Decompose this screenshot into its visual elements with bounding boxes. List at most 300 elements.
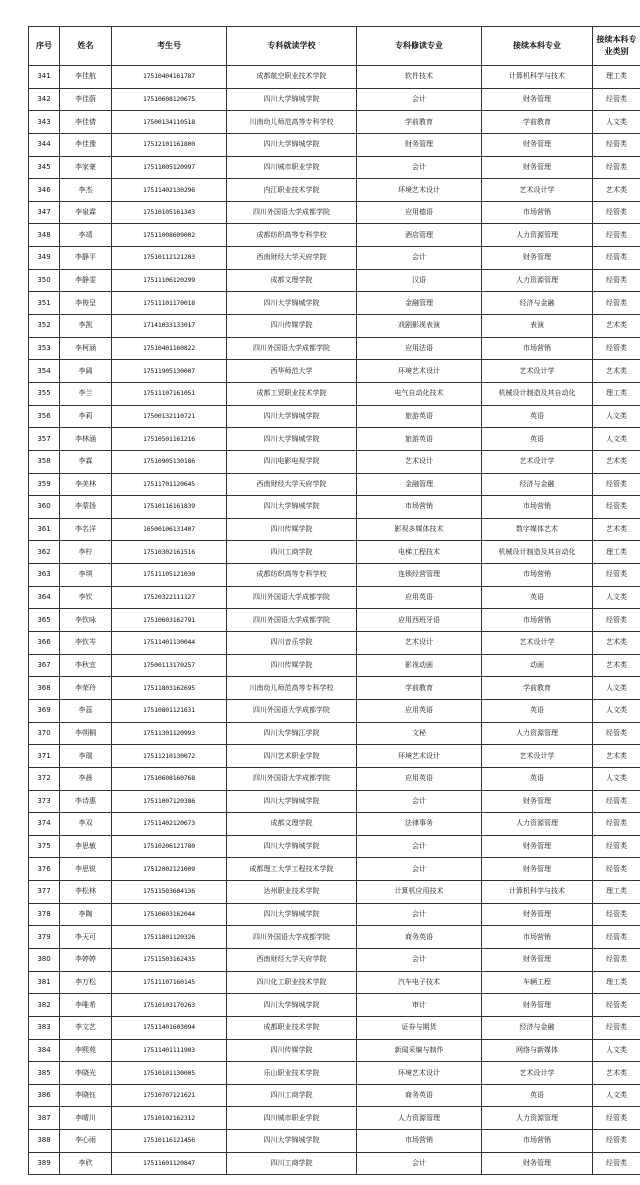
cell-name: 李荣玲 bbox=[60, 677, 112, 700]
table-row bbox=[29, 767, 640, 790]
cell-category: 理工类 bbox=[593, 66, 640, 89]
cell-college: 四川大学锦城学院 bbox=[227, 292, 357, 315]
cell-college: 成都文理学院 bbox=[227, 269, 357, 292]
cell-college: 川南幼儿师范高等专科学校 bbox=[227, 677, 357, 700]
cell-college-major: 金融管理 bbox=[357, 473, 482, 496]
table-row bbox=[29, 496, 640, 519]
cell-name: 李钦咏 bbox=[60, 609, 112, 632]
cell-seq: 378 bbox=[29, 903, 60, 926]
cell-name: 李心雨 bbox=[60, 1130, 112, 1153]
cell-name: 李家豪 bbox=[60, 156, 112, 179]
cell-seq: 364 bbox=[29, 586, 60, 609]
cell-seq: 354 bbox=[29, 360, 60, 383]
cell-seq: 359 bbox=[29, 473, 60, 496]
cell-undergrad-major: 英语 bbox=[482, 1084, 593, 1107]
cell-undergrad-major: 网络与新媒体 bbox=[482, 1039, 593, 1062]
cell-undergrad-major: 艺术设计学 bbox=[482, 632, 593, 655]
cell-seq: 344 bbox=[29, 133, 60, 156]
cell-college-major: 应用西班牙语 bbox=[357, 609, 482, 632]
cell-category: 经管类 bbox=[593, 496, 640, 519]
cell-category: 理工类 bbox=[593, 382, 640, 405]
table-row bbox=[29, 518, 640, 541]
table-row bbox=[29, 835, 640, 858]
header-name: 姓名 bbox=[60, 27, 112, 66]
table-row bbox=[29, 360, 640, 383]
cell-undergrad-major: 艺术设计学 bbox=[482, 450, 593, 473]
cell-college-major: 会计 bbox=[357, 948, 482, 971]
cell-college: 四川外国语大学成都学院 bbox=[227, 926, 357, 949]
cell-category: 经管类 bbox=[593, 269, 640, 292]
cell-category: 人文类 bbox=[593, 699, 640, 722]
cell-college-major: 应用英语 bbox=[357, 586, 482, 609]
table-row bbox=[29, 473, 640, 496]
cell-seq: 377 bbox=[29, 881, 60, 904]
cell-name: 李凯 bbox=[60, 315, 112, 338]
cell-college-major: 法律事务 bbox=[357, 813, 482, 836]
cell-name: 李霖 bbox=[60, 450, 112, 473]
cell-exam-no: 17510905130186 bbox=[112, 450, 227, 473]
cell-category: 经管类 bbox=[593, 88, 640, 111]
cell-name: 李兰 bbox=[60, 382, 112, 405]
cell-seq: 384 bbox=[29, 1039, 60, 1062]
cell-undergrad-major: 人力资源管理 bbox=[482, 722, 593, 745]
cell-name: 李俊呈 bbox=[60, 292, 112, 315]
cell-college: 四川工商学院 bbox=[227, 541, 357, 564]
cell-seq: 362 bbox=[29, 541, 60, 564]
cell-college-major: 应用英语 bbox=[357, 767, 482, 790]
cell-exam-no: 17510206121780 bbox=[112, 835, 227, 858]
cell-college-major: 学前教育 bbox=[357, 677, 482, 700]
cell-category: 经管类 bbox=[593, 564, 640, 587]
cell-category: 艺术类 bbox=[593, 179, 640, 202]
cell-undergrad-major: 英语 bbox=[482, 405, 593, 428]
cell-seq: 342 bbox=[29, 88, 60, 111]
cell-seq: 358 bbox=[29, 450, 60, 473]
cell-undergrad-major: 艺术设计学 bbox=[482, 1062, 593, 1085]
cell-seq: 385 bbox=[29, 1062, 60, 1085]
cell-exam-no: 17510102162312 bbox=[112, 1107, 227, 1130]
cell-college: 四川大学锦城学院 bbox=[227, 496, 357, 519]
cell-exam-no: 17511401130044 bbox=[112, 632, 227, 655]
cell-exam-no: 17510105161343 bbox=[112, 201, 227, 224]
cell-undergrad-major: 市场营销 bbox=[482, 564, 593, 587]
table-row bbox=[29, 677, 640, 700]
cell-college: 川南幼儿师范高等专科学校 bbox=[227, 111, 357, 134]
cell-category: 经管类 bbox=[593, 1130, 640, 1153]
cell-exam-no: 17500113170257 bbox=[112, 654, 227, 677]
cell-exam-no: 17510116161839 bbox=[112, 496, 227, 519]
cell-college-major: 电梯工程技术 bbox=[357, 541, 482, 564]
cell-college-major: 商务英语 bbox=[357, 926, 482, 949]
cell-exam-no: 17511107160145 bbox=[112, 971, 227, 994]
cell-name: 李文艺 bbox=[60, 1016, 112, 1039]
cell-college: 四川大学锦城学院 bbox=[227, 133, 357, 156]
cell-college-major: 戏剧影视表演 bbox=[357, 315, 482, 338]
cell-college: 四川大学锦城学院 bbox=[227, 1130, 357, 1153]
cell-seq: 360 bbox=[29, 496, 60, 519]
cell-name: 李晓光 bbox=[60, 1062, 112, 1085]
table-row bbox=[29, 994, 640, 1017]
cell-exam-no: 17510801121631 bbox=[112, 699, 227, 722]
cell-seq: 375 bbox=[29, 835, 60, 858]
table-row bbox=[29, 450, 640, 473]
cell-exam-no: 17511107161051 bbox=[112, 382, 227, 405]
cell-exam-no: 17141033133017 bbox=[112, 315, 227, 338]
table-row bbox=[29, 156, 640, 179]
table-row bbox=[29, 699, 640, 722]
cell-undergrad-major: 英语 bbox=[482, 428, 593, 451]
cell-college-major: 影视动画 bbox=[357, 654, 482, 677]
cell-college: 西南财经大学天府学院 bbox=[227, 948, 357, 971]
cell-name: 李朔桐 bbox=[60, 722, 112, 745]
cell-college: 四川传媒学院 bbox=[227, 654, 357, 677]
cell-seq: 365 bbox=[29, 609, 60, 632]
cell-name: 李晨 bbox=[60, 767, 112, 790]
cell-college-major: 应用德语 bbox=[357, 201, 482, 224]
cell-undergrad-major: 财务管理 bbox=[482, 133, 593, 156]
table-row bbox=[29, 201, 640, 224]
cell-seq: 387 bbox=[29, 1107, 60, 1130]
cell-undergrad-major: 计算机科学与技术 bbox=[482, 881, 593, 904]
cell-name: 李莉 bbox=[60, 405, 112, 428]
cell-category: 经管类 bbox=[593, 926, 640, 949]
cell-category: 艺术类 bbox=[593, 745, 640, 768]
cell-seq: 376 bbox=[29, 858, 60, 881]
cell-name: 李婷婷 bbox=[60, 948, 112, 971]
cell-name: 李瑞 bbox=[60, 745, 112, 768]
cell-seq: 379 bbox=[29, 926, 60, 949]
cell-seq: 347 bbox=[29, 201, 60, 224]
cell-name: 李思锐 bbox=[60, 858, 112, 881]
cell-category: 艺术类 bbox=[593, 450, 640, 473]
cell-college: 四川艺术职业学院 bbox=[227, 745, 357, 768]
cell-name: 李柯涵 bbox=[60, 337, 112, 360]
cell-college-major: 会计 bbox=[357, 858, 482, 881]
cell-college-major: 计算机应用技术 bbox=[357, 881, 482, 904]
cell-college-major: 会计 bbox=[357, 247, 482, 270]
cell-undergrad-major: 财务管理 bbox=[482, 858, 593, 881]
cell-college-major: 市场营销 bbox=[357, 1130, 482, 1153]
cell-exam-no: 17511701120645 bbox=[112, 473, 227, 496]
cell-name: 李泉霖 bbox=[60, 201, 112, 224]
cell-college: 四川电影电视学院 bbox=[227, 450, 357, 473]
table-row bbox=[29, 1130, 640, 1153]
cell-college-major: 市场营销 bbox=[357, 496, 482, 519]
cell-college-major: 环境艺术设计 bbox=[357, 1062, 482, 1085]
cell-undergrad-major: 财务管理 bbox=[482, 994, 593, 1017]
cell-seq: 350 bbox=[29, 269, 60, 292]
table-row bbox=[29, 292, 640, 315]
cell-exam-no: 17511210130072 bbox=[112, 745, 227, 768]
cell-seq: 343 bbox=[29, 111, 60, 134]
cell-college: 达州职业技术学院 bbox=[227, 881, 357, 904]
cell-college-major: 旅游英语 bbox=[357, 428, 482, 451]
cell-exam-no: 17511401111903 bbox=[112, 1039, 227, 1062]
cell-exam-no: 17510103170263 bbox=[112, 994, 227, 1017]
cell-undergrad-major: 市场营销 bbox=[482, 201, 593, 224]
cell-college: 四川传媒学院 bbox=[227, 315, 357, 338]
cell-college: 四川大学锦城学院 bbox=[227, 835, 357, 858]
table-row bbox=[29, 428, 640, 451]
cell-seq: 368 bbox=[29, 677, 60, 700]
cell-exam-no: 17511105121030 bbox=[112, 564, 227, 587]
cell-seq: 382 bbox=[29, 994, 60, 1017]
cell-exam-no: 17511007120386 bbox=[112, 790, 227, 813]
cell-undergrad-major: 财务管理 bbox=[482, 156, 593, 179]
table-body bbox=[29, 66, 640, 1175]
table-row bbox=[29, 224, 640, 247]
cell-exam-no: 17510116121456 bbox=[112, 1130, 227, 1153]
cell-name: 李思敏 bbox=[60, 835, 112, 858]
cell-exam-no: 17511503604136 bbox=[112, 881, 227, 904]
cell-college: 乐山职业技术学院 bbox=[227, 1062, 357, 1085]
cell-seq: 352 bbox=[29, 315, 60, 338]
cell-category: 人文类 bbox=[593, 111, 640, 134]
cell-undergrad-major: 动画 bbox=[482, 654, 593, 677]
cell-undergrad-major: 经济与金融 bbox=[482, 473, 593, 496]
cell-college-major: 艺术设计 bbox=[357, 450, 482, 473]
cell-college-major: 文秘 bbox=[357, 722, 482, 745]
cell-exam-no: 17510608160768 bbox=[112, 767, 227, 790]
cell-seq: 388 bbox=[29, 1130, 60, 1153]
cell-exam-no: 17511401603094 bbox=[112, 1016, 227, 1039]
table-row bbox=[29, 813, 640, 836]
cell-exam-no: 17511803162695 bbox=[112, 677, 227, 700]
cell-category: 经管类 bbox=[593, 224, 640, 247]
cell-name: 李蒙扬 bbox=[60, 496, 112, 519]
cell-category: 经管类 bbox=[593, 1152, 640, 1175]
cell-college: 四川外国语大学成都学院 bbox=[227, 337, 357, 360]
cell-college-major: 环境艺术设计 bbox=[357, 360, 482, 383]
cell-category: 艺术类 bbox=[593, 632, 640, 655]
cell-college-major: 会计 bbox=[357, 790, 482, 813]
cell-category: 人文类 bbox=[593, 586, 640, 609]
table-row bbox=[29, 586, 640, 609]
cell-college: 四川外国语大学成都学院 bbox=[227, 586, 357, 609]
cell-seq: 380 bbox=[29, 948, 60, 971]
table-row bbox=[29, 790, 640, 813]
cell-college: 西华师范大学 bbox=[227, 360, 357, 383]
cell-exam-no: 17512101161800 bbox=[112, 133, 227, 156]
cell-category: 人文类 bbox=[593, 428, 640, 451]
cell-college: 四川外国语大学成都学院 bbox=[227, 609, 357, 632]
cell-category: 经管类 bbox=[593, 994, 640, 1017]
cell-undergrad-major: 经济与金融 bbox=[482, 292, 593, 315]
table-row bbox=[29, 858, 640, 881]
cell-name: 李蕊 bbox=[60, 699, 112, 722]
cell-undergrad-major: 市场营销 bbox=[482, 926, 593, 949]
cell-category: 经管类 bbox=[593, 790, 640, 813]
cell-undergrad-major: 人力资源管理 bbox=[482, 1107, 593, 1130]
cell-college-major: 新闻采编与制作 bbox=[357, 1039, 482, 1062]
cell-category: 理工类 bbox=[593, 881, 640, 904]
cell-college-major: 财务管理 bbox=[357, 133, 482, 156]
cell-exam-no: 17500132110721 bbox=[112, 405, 227, 428]
cell-college: 成都职业技术学院 bbox=[227, 1016, 357, 1039]
cell-seq: 374 bbox=[29, 813, 60, 836]
table-row bbox=[29, 541, 640, 564]
cell-name: 李唯希 bbox=[60, 994, 112, 1017]
cell-name: 李秋宜 bbox=[60, 654, 112, 677]
cell-college-major: 人力资源管理 bbox=[357, 1107, 482, 1130]
table-row bbox=[29, 1039, 640, 1062]
cell-seq: 353 bbox=[29, 337, 60, 360]
cell-seq: 361 bbox=[29, 518, 60, 541]
table-row bbox=[29, 1062, 640, 1085]
cell-exam-no: 17511301120993 bbox=[112, 722, 227, 745]
cell-category: 人文类 bbox=[593, 767, 640, 790]
cell-undergrad-major: 艺术设计学 bbox=[482, 179, 593, 202]
cell-undergrad-major: 市场营销 bbox=[482, 496, 593, 519]
cell-category: 经管类 bbox=[593, 813, 640, 836]
cell-seq: 372 bbox=[29, 767, 60, 790]
table-row bbox=[29, 1084, 640, 1107]
cell-college: 四川大学锦城学院 bbox=[227, 88, 357, 111]
table-row bbox=[29, 382, 640, 405]
cell-exam-no: 17510608120675 bbox=[112, 88, 227, 111]
table-row bbox=[29, 609, 640, 632]
cell-seq: 346 bbox=[29, 179, 60, 202]
cell-college: 四川大学锦城学院 bbox=[227, 790, 357, 813]
cell-category: 经管类 bbox=[593, 473, 640, 496]
cell-college-major: 学前教育 bbox=[357, 111, 482, 134]
cell-name: 李松林 bbox=[60, 881, 112, 904]
table-row bbox=[29, 926, 640, 949]
cell-college-major: 旅游英语 bbox=[357, 405, 482, 428]
cell-college: 四川外国语大学成都学院 bbox=[227, 201, 357, 224]
cell-undergrad-major: 机械设计制造及其自动化 bbox=[482, 541, 593, 564]
cell-college: 四川外国语大学成都学院 bbox=[227, 767, 357, 790]
cell-seq: 349 bbox=[29, 247, 60, 270]
cell-exam-no: 17511601120847 bbox=[112, 1152, 227, 1175]
table-row bbox=[29, 111, 640, 134]
table-row bbox=[29, 88, 640, 111]
cell-category: 经管类 bbox=[593, 201, 640, 224]
cell-college-major: 环境艺术设计 bbox=[357, 745, 482, 768]
cell-name: 李万松 bbox=[60, 971, 112, 994]
cell-exam-no: 17511503162435 bbox=[112, 948, 227, 971]
cell-category: 经管类 bbox=[593, 337, 640, 360]
cell-category: 理工类 bbox=[593, 971, 640, 994]
cell-exam-no: 17512002121009 bbox=[112, 858, 227, 881]
cell-seq: 355 bbox=[29, 382, 60, 405]
cell-category: 人文类 bbox=[593, 1039, 640, 1062]
cell-college: 四川大学锦江学院 bbox=[227, 722, 357, 745]
cell-category: 经管类 bbox=[593, 292, 640, 315]
cell-undergrad-major: 财务管理 bbox=[482, 790, 593, 813]
cell-college: 四川大学锦城学院 bbox=[227, 428, 357, 451]
cell-name: 李佳蔚 bbox=[60, 88, 112, 111]
table-row bbox=[29, 315, 640, 338]
cell-college: 四川传媒学院 bbox=[227, 1039, 357, 1062]
cell-exam-no: 17511005120997 bbox=[112, 156, 227, 179]
table-row bbox=[29, 632, 640, 655]
cell-college: 内江职业技术学院 bbox=[227, 179, 357, 202]
cell-undergrad-major: 财务管理 bbox=[482, 903, 593, 926]
cell-undergrad-major: 计算机科学与技术 bbox=[482, 66, 593, 89]
table-row bbox=[29, 722, 640, 745]
cell-undergrad-major: 人力资源管理 bbox=[482, 813, 593, 836]
cell-undergrad-major: 财务管理 bbox=[482, 247, 593, 270]
cell-seq: 369 bbox=[29, 699, 60, 722]
cell-name: 李琪 bbox=[60, 564, 112, 587]
cell-exam-no: 17510501161216 bbox=[112, 428, 227, 451]
cell-name: 李美林 bbox=[60, 473, 112, 496]
cell-category: 经管类 bbox=[593, 903, 640, 926]
header-exam-no: 考生号 bbox=[112, 27, 227, 66]
cell-seq: 351 bbox=[29, 292, 60, 315]
cell-college-major: 酒店管理 bbox=[357, 224, 482, 247]
header-category: 接续本科专业类别 bbox=[593, 27, 640, 66]
cell-exam-no: 17510401160822 bbox=[112, 337, 227, 360]
cell-college: 成都纺织高等专科学校 bbox=[227, 224, 357, 247]
cell-exam-no: 17510404161787 bbox=[112, 66, 227, 89]
cell-category: 人文类 bbox=[593, 405, 640, 428]
cell-seq: 345 bbox=[29, 156, 60, 179]
cell-college: 成都文理学院 bbox=[227, 813, 357, 836]
cell-exam-no: 17510112121203 bbox=[112, 247, 227, 270]
cell-exam-no: 17511106120299 bbox=[112, 269, 227, 292]
cell-undergrad-major: 人力资源管理 bbox=[482, 224, 593, 247]
table-row bbox=[29, 337, 640, 360]
cell-category: 经管类 bbox=[593, 247, 640, 270]
cell-undergrad-major: 英语 bbox=[482, 699, 593, 722]
cell-undergrad-major: 财务管理 bbox=[482, 88, 593, 111]
cell-college-major: 证券与期货 bbox=[357, 1016, 482, 1039]
cell-college: 四川音乐学院 bbox=[227, 632, 357, 655]
cell-name: 李静平 bbox=[60, 247, 112, 270]
cell-undergrad-major: 财务管理 bbox=[482, 948, 593, 971]
cell-college-major: 环境艺术设计 bbox=[357, 179, 482, 202]
cell-college: 四川城市职业学院 bbox=[227, 1107, 357, 1130]
cell-college: 成都理工大学工程技术学院 bbox=[227, 858, 357, 881]
cell-seq: 341 bbox=[29, 66, 60, 89]
header-college: 专科就读学校 bbox=[227, 27, 357, 66]
cell-category: 理工类 bbox=[593, 541, 640, 564]
admission-list-sheet bbox=[28, 26, 637, 1175]
cell-undergrad-major: 市场营销 bbox=[482, 337, 593, 360]
cell-college-major: 商务英语 bbox=[357, 1084, 482, 1107]
cell-seq: 367 bbox=[29, 654, 60, 677]
cell-name: 李名洋 bbox=[60, 518, 112, 541]
cell-college: 西南财经大学天府学院 bbox=[227, 473, 357, 496]
cell-undergrad-major: 英语 bbox=[482, 767, 593, 790]
cell-exam-no: 17511905130007 bbox=[112, 360, 227, 383]
table-row bbox=[29, 405, 640, 428]
table-row bbox=[29, 66, 640, 89]
cell-seq: 366 bbox=[29, 632, 60, 655]
cell-exam-no: 17510603162791 bbox=[112, 609, 227, 632]
cell-college: 四川化工职业技术学院 bbox=[227, 971, 357, 994]
cell-college-major: 应用法语 bbox=[357, 337, 482, 360]
cell-name: 李阔 bbox=[60, 360, 112, 383]
cell-college-major: 艺术设计 bbox=[357, 632, 482, 655]
table-row bbox=[29, 1152, 640, 1175]
cell-name: 李佳航 bbox=[60, 66, 112, 89]
cell-exam-no: 17511008609002 bbox=[112, 224, 227, 247]
cell-undergrad-major: 学前教育 bbox=[482, 111, 593, 134]
cell-undergrad-major: 财务管理 bbox=[482, 1152, 593, 1175]
cell-college: 四川传媒学院 bbox=[227, 518, 357, 541]
cell-undergrad-major: 艺术设计学 bbox=[482, 745, 593, 768]
cell-name: 李钦岑 bbox=[60, 632, 112, 655]
cell-college: 成都工贸职业技术学院 bbox=[227, 382, 357, 405]
cell-undergrad-major: 数字媒体艺术 bbox=[482, 518, 593, 541]
cell-name: 李佳倩 bbox=[60, 111, 112, 134]
cell-undergrad-major: 人力资源管理 bbox=[482, 269, 593, 292]
cell-exam-no: 17510603162044 bbox=[112, 903, 227, 926]
cell-college: 成都纺织高等专科学校 bbox=[227, 564, 357, 587]
